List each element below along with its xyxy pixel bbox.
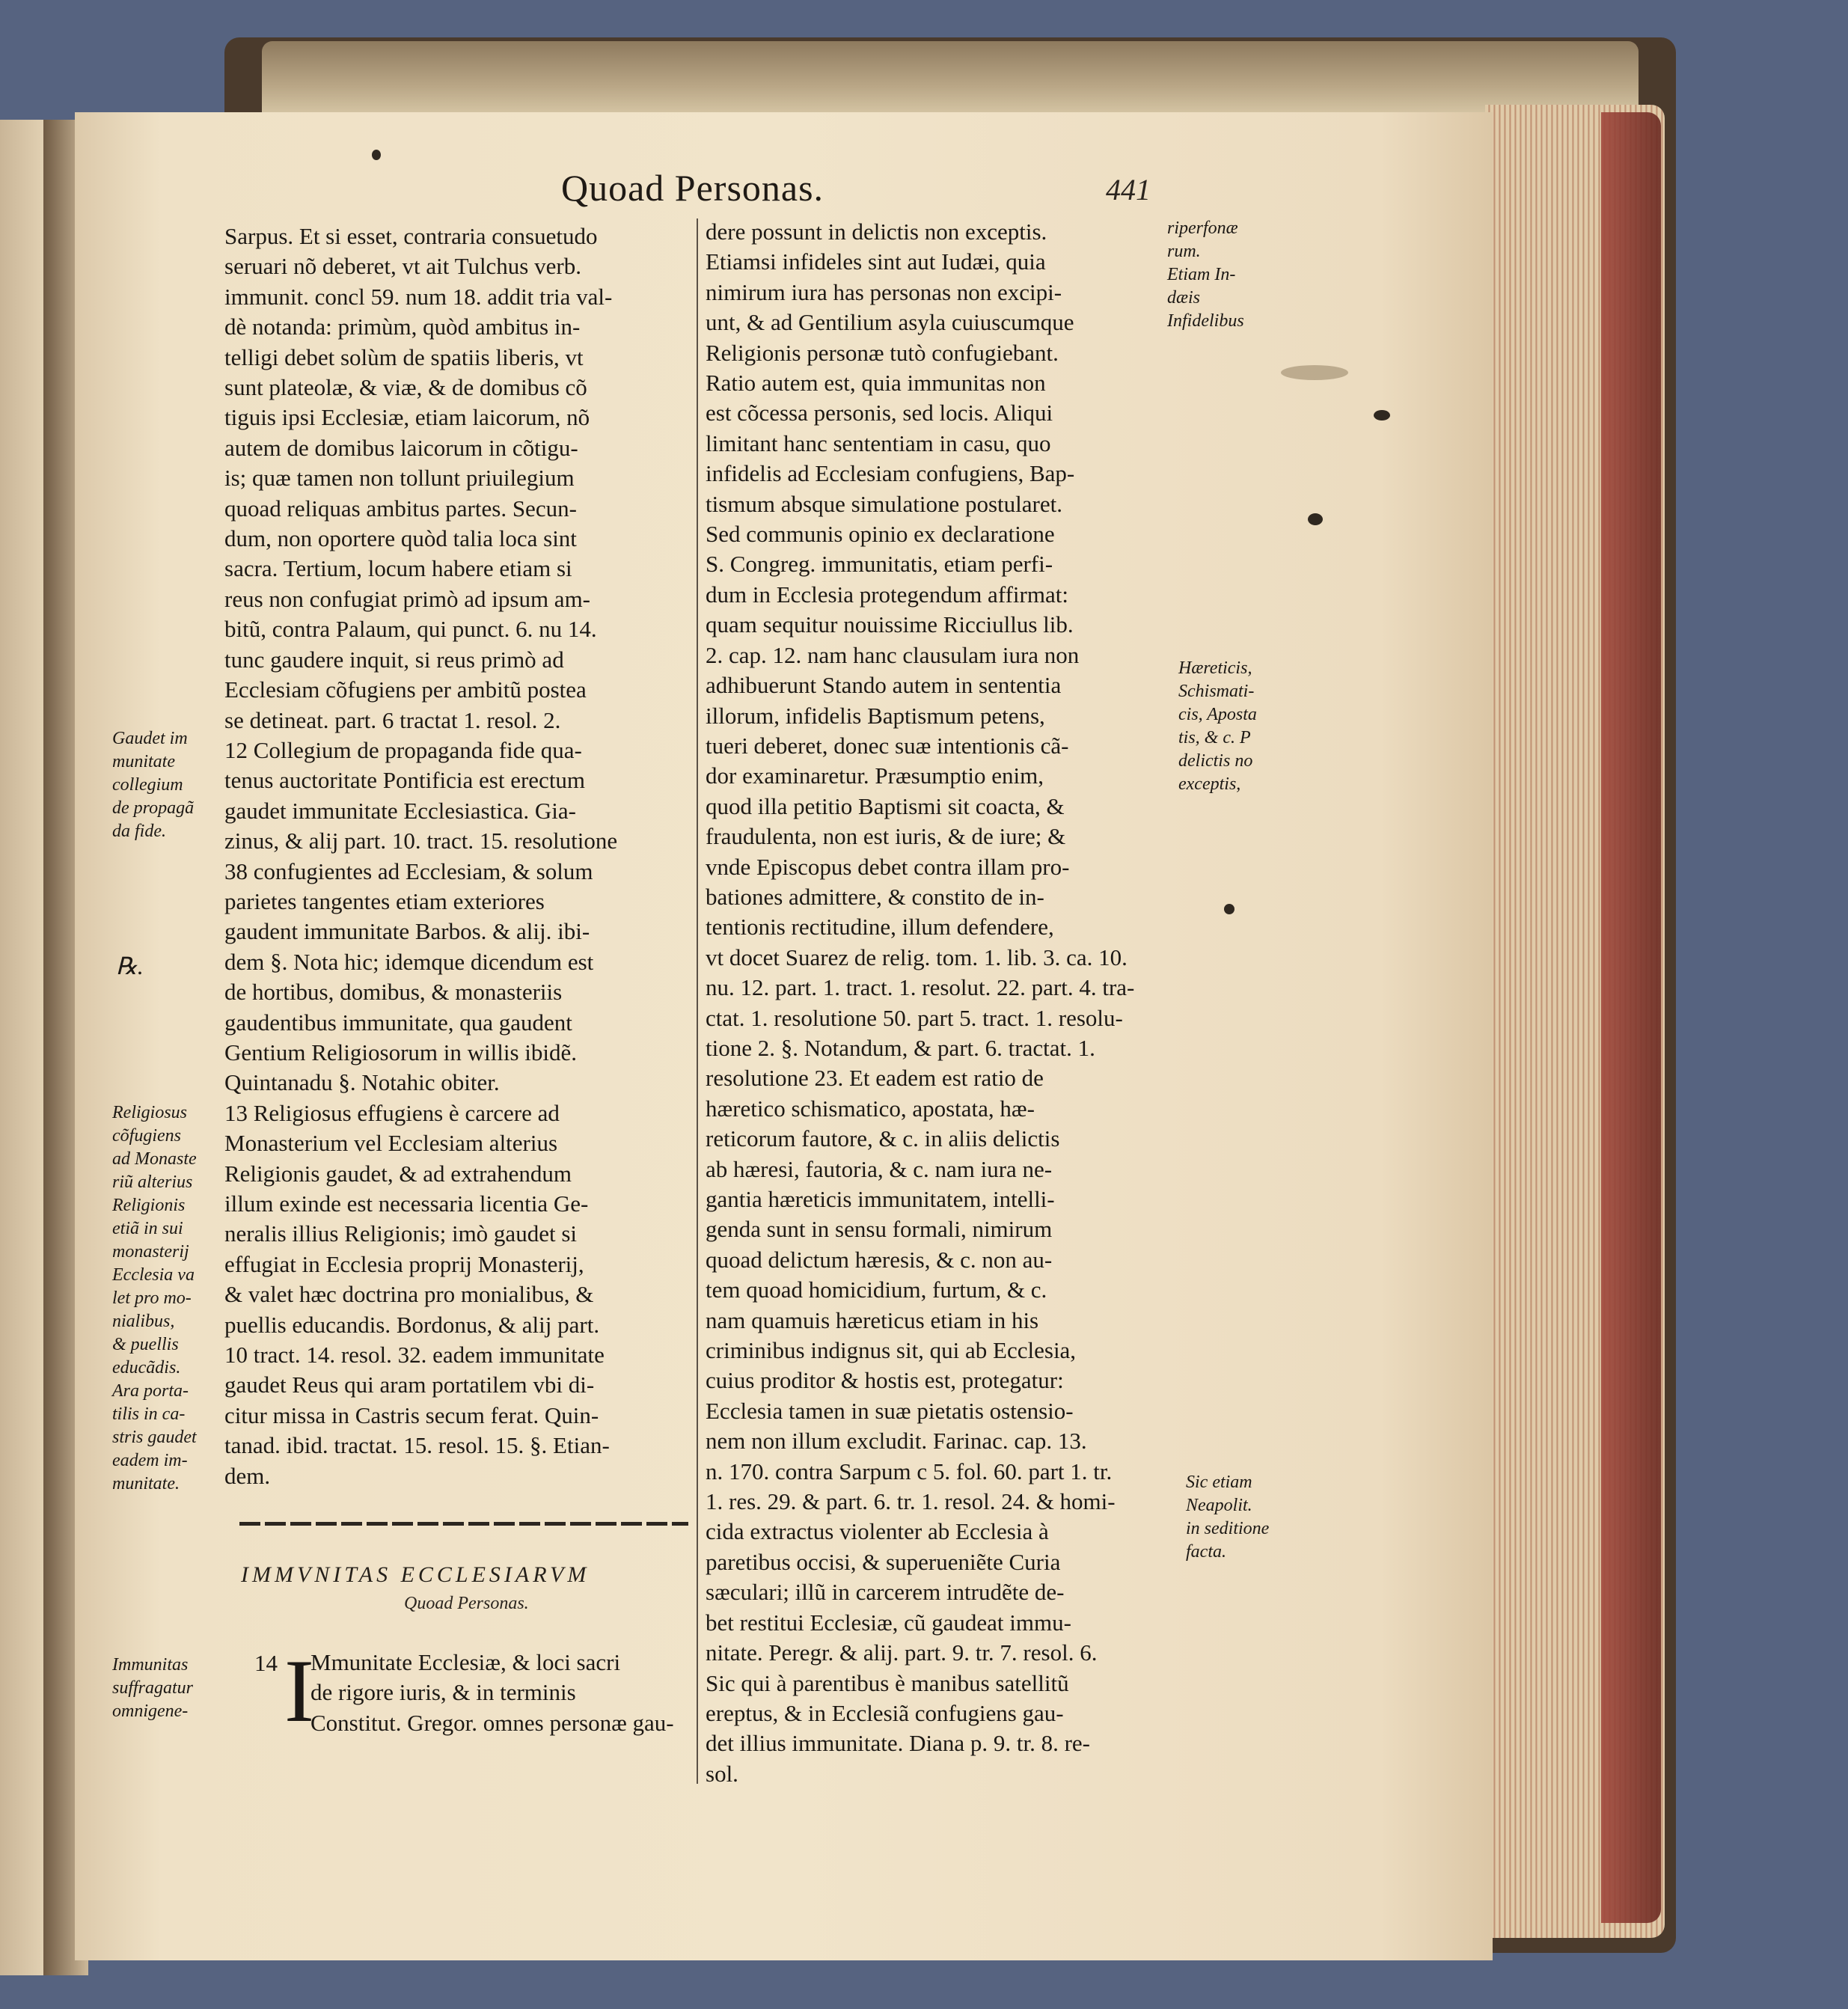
text-line: quoad delictum hæresis, & c. non au- — [706, 1246, 1053, 1273]
note-line: rum. — [1167, 242, 1201, 261]
note-line: riũ alterius — [112, 1172, 193, 1192]
text-line: 13 Religiosus effugiens è carcere ad — [224, 1099, 560, 1126]
note-line: Infidelibus — [1167, 311, 1244, 331]
text-line: tenus auctoritate Pontificia est erectum — [224, 767, 586, 794]
text-line: sol. — [706, 1760, 738, 1787]
text-line: sunt plateolæ, & viæ, & de domibus cõ — [224, 374, 587, 401]
text-line: & valet hæc doctrina pro monialibus, & — [224, 1281, 594, 1308]
text-line: is; quæ tamen non tollunt priuilegium — [224, 465, 575, 492]
marginal-note-infidelibus — [1167, 217, 1302, 333]
text-line: tueri deberet, donec suæ intentionis cã- — [706, 732, 1069, 759]
text-line: Ecclesia tamen in suæ pietatis ostensio- — [706, 1397, 1074, 1424]
note-line: munitate — [112, 752, 175, 771]
text-line: resolutione 23. Et eadem est ratio de — [706, 1065, 1044, 1092]
text-line: parietes tangentes etiam exteriores — [224, 887, 545, 914]
text-line: puellis educandis. Bordonus, & alij part. — [224, 1311, 600, 1338]
text-line: se detineat. part. 6 tractat 1. resol. 2. — [224, 706, 561, 733]
text-line: dum in Ecclesia protegendum affirmat: — [706, 581, 1068, 608]
text-line: gaudet immunitate Ecclesiastica. Gia- — [224, 797, 576, 824]
text-line: criminibus indignus sit, qui ab Ecclesia, — [706, 1337, 1077, 1364]
note-line: nialibus, — [112, 1312, 175, 1331]
text-line: ab hæresi, fautoria, & c. nam iura ne- — [706, 1155, 1053, 1182]
text-line: sæculari; illũ in carcerem intrudẽte de- — [706, 1579, 1065, 1606]
text-line: dem §. Nota hic; idemque dicendum est — [224, 948, 594, 975]
red-edge — [1601, 112, 1661, 1923]
text-line: limitant hanc sententiam in casu, quo — [706, 429, 1051, 456]
text-line: Mmunitate Ecclesiæ, & loci sacri — [310, 1649, 621, 1675]
text-line: 10 tract. 14. resol. 32. eadem immunitate — [224, 1342, 605, 1369]
note-line: Religionis — [112, 1196, 186, 1215]
note-line: Immunitas — [112, 1655, 189, 1675]
marginal-note-immunitas — [112, 1654, 232, 1723]
ink-spot — [1224, 904, 1234, 914]
text-line: 1. res. 29. & part. 6. tr. 1. resol. 24. & homi- — [706, 1488, 1116, 1515]
text-line: bitũ, contra Palaum, qui punct. 6. nu 14. — [224, 616, 597, 643]
text-line: n. 170. contra Sarpum c 5. fol. 60. part 1. tr. — [706, 1458, 1113, 1484]
text-line: Religionis gaudet, & ad extrahendum — [224, 1160, 572, 1187]
note-line: Etiam In- — [1167, 265, 1236, 284]
note-line: collegium — [112, 775, 183, 795]
text-line: tismum absque simulatione postularet. — [706, 490, 1062, 517]
text-line: hæretico schismatico, apostata, hæ- — [706, 1095, 1035, 1122]
text-line: effugiat in Ecclesia proprij Monasterij, — [224, 1250, 584, 1277]
text-line: bationes admittere, & constito de in- — [706, 883, 1044, 910]
note-line: stris gaudet — [112, 1428, 197, 1447]
text-line: tanad. ibid. tractat. 15. resol. 15. §. Etian- — [224, 1432, 610, 1459]
text-line: reticorum fautore, & c. in aliis delictis — [706, 1125, 1060, 1152]
marginal-note-collegium — [112, 727, 232, 843]
left-column — [224, 221, 703, 1491]
text-line: de rigore iuris, & in terminis — [310, 1679, 576, 1706]
text-line: tione 2. §. Notandum, & part. 6. tractat. 1. — [706, 1034, 1095, 1061]
text-line: gantia hæreticis immunitatem, intelli- — [706, 1186, 1055, 1212]
text-line: 38 confugientes ad Ecclesiam, & solum — [224, 857, 593, 884]
text-line: vt docet Suarez de relig. tom. 1. lib. 3. ca. 10. — [706, 944, 1128, 970]
paragraph-number: 14 — [254, 1650, 278, 1676]
note-line: tis, & c. P — [1178, 728, 1251, 747]
text-line: seruari nõ deberet, vt ait Tulchus verb. — [224, 253, 581, 280]
text-line: zinus, & alij part. 10. tract. 15. resolutione — [224, 828, 618, 854]
note-line: munitate. — [112, 1474, 180, 1493]
text-line: dor examinaretur. Præsumptio enim, — [706, 762, 1044, 789]
ink-spot — [1308, 513, 1323, 525]
stain — [1281, 365, 1348, 380]
text-line: 2. cap. 12. nam hanc clausulam iura non — [706, 641, 1080, 668]
note-line: let pro mo- — [112, 1288, 192, 1308]
text-line: ctat. 1. resolutione 50. part 5. tract. 1. resolu- — [706, 1004, 1123, 1031]
text-line: telligi debet solùm de spatiis liberis, vt — [224, 343, 584, 370]
text-line: quod illa petitio Baptismi sit coacta, & — [706, 792, 1065, 819]
text-line: bet restitui Ecclesiæ, cũ gaudeat immu- — [706, 1609, 1071, 1636]
note-line: da fide. — [112, 822, 166, 841]
text-line: Etiamsi infideles sint aut Iudæi, quia — [706, 248, 1046, 275]
page-number: 441 — [1106, 173, 1151, 207]
initial-capital: I — [284, 1641, 314, 1740]
text-line: dere possunt in delictis non exceptis. — [706, 218, 1047, 245]
ink-spot — [1374, 410, 1390, 421]
note-line: Neapolit. — [1186, 1496, 1252, 1515]
note-line: Schismati- — [1178, 682, 1255, 701]
running-head: Quoad Personas. — [561, 167, 824, 209]
right-column — [706, 217, 1162, 1789]
note-line: dæis — [1167, 288, 1201, 308]
text-line: vnde Episcopus debet contra illam pro- — [706, 853, 1070, 880]
note-line: educãdis. — [112, 1358, 181, 1377]
text-line: tentionis rectitudine, illum defendere, — [706, 914, 1054, 941]
text-line: Monasterium vel Ecclesiam alterius — [224, 1130, 558, 1157]
text-line: Constitut. Gregor. omnes personæ gau- — [310, 1709, 674, 1736]
text-line: 12 Collegium de propaganda fide qua- — [224, 736, 582, 763]
text-line: infidelis ad Ecclesiam confugiens, Bap- — [706, 460, 1075, 487]
note-line: Ara porta- — [112, 1381, 189, 1401]
text-line: genda sunt in sensu formali, nimirum — [706, 1216, 1053, 1243]
text-line: nimirum iura has personas non excipi- — [706, 278, 1062, 305]
note-line: Religiosus — [112, 1103, 187, 1122]
text-line: Quintanadu §. Notahic obiter. — [224, 1069, 500, 1096]
text-line: gaudet Reus qui aram portatilem vbi di- — [224, 1372, 595, 1398]
text-line: nu. 12. part. 1. tract. 1. resolut. 22. part. 4. tra- — [706, 974, 1135, 1001]
text-line: illorum, infidelis Baptismum petens, — [706, 702, 1045, 729]
text-line: S. Congreg. immunitatis, etiam perfi- — [706, 551, 1053, 578]
text-line: ereptus, & in Ecclesiã confugiens gau- — [706, 1699, 1064, 1726]
note-line: Hæreticis, — [1178, 658, 1252, 678]
text-line: immunit. concl 59. num 18. addit tria val- — [224, 283, 613, 310]
text-line: dè notanda: primùm, quòd ambitus in- — [224, 314, 581, 340]
note-line: in seditione — [1186, 1519, 1270, 1538]
text-line: dum, non oportere quòd talia loca sint — [224, 525, 577, 552]
section-divider — [239, 1522, 688, 1526]
note-line: Ecclesia va — [112, 1265, 195, 1285]
text-line: sacra. Tertium, locum habere etiam si — [224, 555, 572, 582]
text-line: unt, & ad Gentilium asyla cuiuscumque — [706, 309, 1074, 336]
text-line: cuius proditor & hostis est, protegatur: — [706, 1367, 1064, 1394]
text-line: quam sequitur nouissime Ricciullus lib. — [706, 611, 1074, 638]
note-line: exceptis, — [1178, 774, 1241, 794]
text-line: quoad reliquas ambitus partes. Secun- — [224, 495, 577, 522]
note-line: suffragatur — [112, 1678, 194, 1698]
text-line: tem quoad homicidium, furtum, & c. — [706, 1276, 1047, 1303]
note-line: tilis in ca- — [112, 1404, 186, 1424]
text-line: paretibus occisi, & superueniẽte Curia — [706, 1548, 1061, 1575]
text-line: cida extractus violenter ab Ecclesia à — [706, 1518, 1049, 1545]
note-line: riperfonæ — [1167, 218, 1238, 238]
book-head-edge — [262, 41, 1639, 116]
note-line: ad Monaste — [112, 1149, 197, 1169]
text-line: fraudulenta, non est iuris, & de iure; & — [706, 823, 1066, 850]
facing-page-edge — [0, 120, 46, 1975]
text-line: tiguis ipsi Ecclesiæ, etiam laicorum, nõ — [224, 404, 590, 431]
ink-spot — [372, 150, 381, 160]
note-line: monasterij — [112, 1242, 189, 1262]
note-line: delictis no — [1178, 751, 1253, 771]
note-line: cõfugiens — [112, 1126, 181, 1146]
text-line: autem de domibus laicorum in cõtigu- — [224, 434, 578, 461]
text-line: det illius immunitate. Diana p. 9. tr. 8. re- — [706, 1730, 1090, 1757]
text-line: nem non illum excludit. Farinac. cap. 13. — [706, 1428, 1087, 1455]
text-line: Sic qui à parentibus è manibus satellitũ — [706, 1669, 1069, 1696]
text-line: neralis illius Religionis; imò gaudet si — [224, 1220, 577, 1247]
note-line: Gaudet im — [112, 729, 188, 748]
section-title: IMMVNITAS ECCLESIARVM — [241, 1562, 590, 1587]
note-line: facta. — [1186, 1542, 1226, 1562]
note-line: & puellis — [112, 1335, 179, 1354]
text-line: Gentium Religiosorum in willis ibidẽ. — [224, 1039, 578, 1065]
text-line: gaudentibus immunitate, qua gaudent — [224, 1009, 572, 1036]
marginal-note-neapolit — [1186, 1471, 1306, 1564]
text-line: illum exinde est necessaria licentia Ge- — [224, 1190, 589, 1217]
text-line: nam quamuis hæreticus etiam in his — [706, 1306, 1039, 1333]
text-line: de hortibus, domibus, & monasteriis — [224, 979, 563, 1006]
marginal-note-haereticis — [1178, 657, 1298, 796]
text-line: citur missa in Castris secum ferat. Quin- — [224, 1401, 599, 1428]
text-line: gaudent immunitate Barbos. & alij. ibi- — [224, 918, 590, 945]
note-line: cis, Aposta — [1178, 705, 1257, 724]
marginal-mark: ℞. — [116, 952, 144, 979]
text-line: nitate. Peregr. & alij. part. 9. tr. 7. resol. 6. — [706, 1639, 1098, 1666]
text-line: adhibuerunt Stando autem in sententia — [706, 672, 1062, 699]
note-line: omnigene- — [112, 1701, 189, 1721]
note-line: eadem im- — [112, 1451, 188, 1470]
intro-paragraph — [310, 1648, 700, 1738]
text-line: tunc gaudere inquit, si reus primò ad — [224, 646, 564, 673]
text-line: est cõcessa personis, sed locis. Aliqui — [706, 400, 1053, 426]
text-line: reus non confugiat primò ad ipsum am- — [224, 585, 591, 612]
note-line: Sic etiam — [1186, 1473, 1252, 1492]
text-line: Sed communis opinio ex declaratione — [706, 521, 1055, 548]
text-line: Ratio autem est, quia immunitas non — [706, 370, 1046, 397]
text-line: Ecclesiam cõfugiens per ambitũ postea — [224, 676, 587, 703]
text-line: Sarpus. Et si esset, contraria consuetudo — [224, 223, 598, 249]
note-line: de propagã — [112, 798, 195, 818]
section-subtitle: Quoad Personas. — [404, 1594, 529, 1613]
text-line: Religionis personæ tutò confugiebant. — [706, 339, 1059, 366]
marginal-note-religiosus — [112, 1101, 232, 1496]
note-line: etiã in sui — [112, 1219, 183, 1238]
text-line: dem. — [224, 1462, 271, 1489]
